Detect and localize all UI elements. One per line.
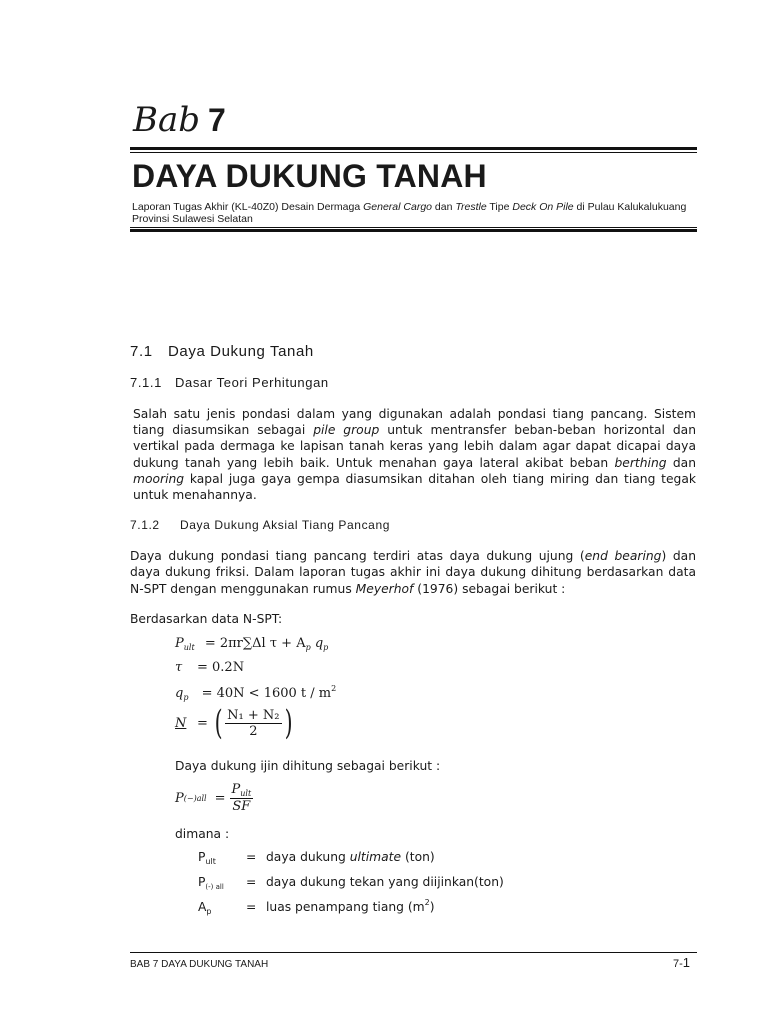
equation-p-ult: $P_{ult} = 2\pi r\sum\Delta l$ $\tau + A_p$ $q_p$ xyxy=(175,636,329,652)
paragraph-nspt-intro: Berdasarkan data N-SPT: xyxy=(130,612,283,626)
paragraph-dasar-teori: Salah satu jenis pondasi dalam yang digunakan adalah pondasi tiang pancang. Sistem tiang diasumsikan sebagai pile group untuk mentransfer beban-beban horizontal dan vertikal pada dermaga ke lapisan tanah keras yang lebih dalam agar dapat dicapai daya dukung tanah yang lebih baik. Untuk menahan gaya lateral akibat beban berthing dan mooring kapal juga gaya gempa diasumsikan ditahan oleh tiang miring dan tiang tegak untuk menahannya. xyxy=(133,407,697,503)
footer-rule xyxy=(130,952,697,953)
paragraph-ijin-intro: Daya dukung ijin dihitung sebagai berikut : xyxy=(175,759,441,773)
chapter-title: DAYA DUKUNG TANAH xyxy=(132,158,487,194)
equation-tau: τ = 0.2N xyxy=(175,660,245,675)
section-heading-7-1-2: 7.1.2 Daya Dukung Aksial Tiang Pancang xyxy=(130,518,390,532)
definition-row-p-ult: $P_{ult}$ = daya dukung ultimate (ton) xyxy=(198,850,435,866)
header-rule-bottom xyxy=(130,229,697,232)
paragraph-aksial: Daya dukung pondasi tiang pancang terdiri atas daya dukung ujung (end bearing) dan daya dukung friksi. Dalam laporan tugas akhir ini daya dukung dihitung berdasarkan data N-SPT dengan menggunakan rumus Meyerhof (1976) sebagai berikut : xyxy=(130,549,696,596)
equation-n-average: N = ( $\frac{\text{N₁ + N₂}}{2}$ ) xyxy=(175,703,293,743)
header-rule-bottom-thin xyxy=(130,227,697,228)
header-rule-top xyxy=(130,147,697,150)
equation-p-allowable: P (−)all = $\frac{P_{ult}}{SF}$ xyxy=(175,782,252,814)
section-heading-7-1: 7.1 Daya Dukung Tanah xyxy=(130,343,314,360)
chapter-label xyxy=(133,100,226,140)
bab-word: Bab xyxy=(133,100,201,140)
footer-chapter-label: BAB 7 DAYA DUKUNG TANAH xyxy=(130,959,269,970)
equation-qp: $q_p = 40N < 1600$ t / $m^2$ xyxy=(175,684,337,702)
page-number: 7-1 xyxy=(673,955,691,970)
bab-number: 7 xyxy=(208,102,226,138)
definition-row-ap: $A_p$ = luas penampang tiang $(m^2)$ xyxy=(198,898,435,916)
header-rule-top-thin xyxy=(130,152,697,153)
dimana-label: dimana : xyxy=(175,827,230,841)
document-subtitle: Laporan Tugas Akhir (KL-40Z0) Desain Dermaga General Cargo dan Trestle Tipe Deck On Pile di Pulau Kalukalukuang Provinsi Sulawesi Selatan xyxy=(132,201,687,225)
section-heading-7-1-1: 7.1.1 Dasar Teori Perhitungan xyxy=(130,375,329,390)
definition-row-p-all: $P_{(-) all}$ = daya dukung tekan yang diijinkan(ton) xyxy=(198,875,504,891)
